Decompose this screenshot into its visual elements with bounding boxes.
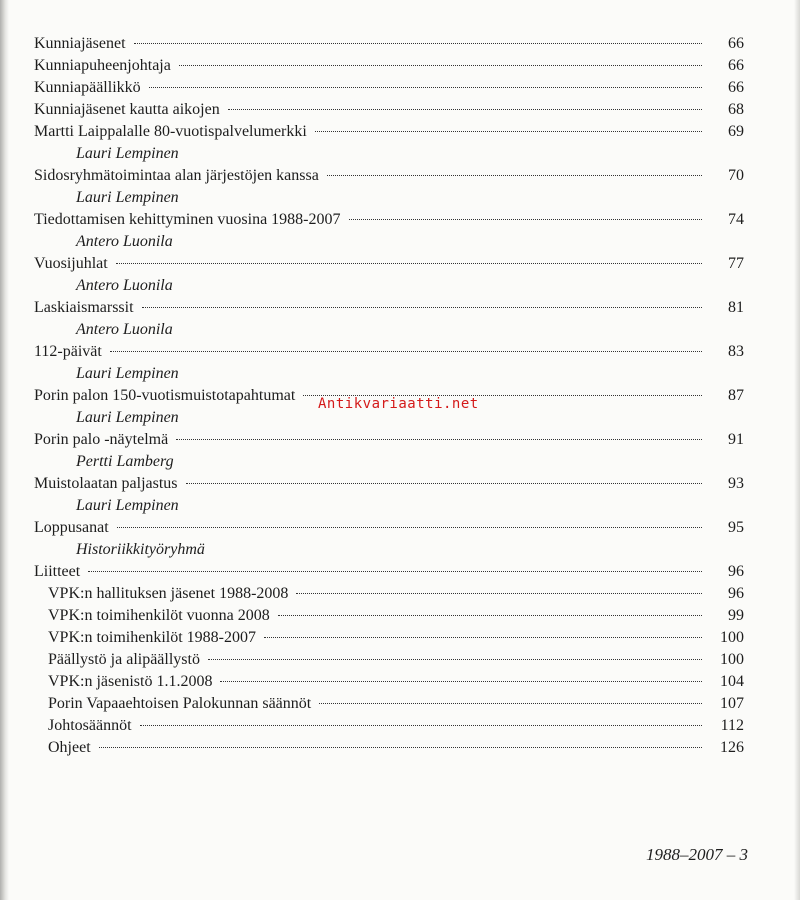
- toc-entry-title: VPK:n hallituksen jäsenet 1988-2008: [48, 585, 289, 602]
- toc-entry-title: Porin Vapaaehtoisen Palokunnan säännöt: [48, 695, 312, 712]
- toc-page-number: 107: [720, 695, 744, 712]
- toc-entry-title: Päällystö ja alipäällystö: [48, 651, 200, 668]
- toc-page-number: 96: [728, 563, 744, 580]
- dot-leader: [208, 659, 702, 660]
- page-edge-shadow: [0, 0, 9, 900]
- toc-page-number: 83: [728, 343, 744, 360]
- toc-entry: [34, 99, 744, 121]
- toc-entry: [34, 561, 744, 583]
- toc-entry-title: VPK:n jäsenistö 1.1.2008: [48, 673, 213, 690]
- toc-entry-title: Muistolaatan paljastus: [34, 475, 178, 492]
- toc-page-number: 68: [728, 101, 744, 118]
- toc-page-number: 66: [728, 79, 744, 96]
- dot-leader: [140, 725, 702, 726]
- toc-page-number: 93: [728, 475, 744, 492]
- toc-entry: [34, 341, 744, 363]
- dot-leader: [186, 483, 702, 484]
- toc-page-number: 74: [728, 211, 744, 228]
- toc-entry-title: Sidosryhmätoimintaa alan järjestöjen kanssa: [34, 167, 319, 184]
- dot-leader: [278, 615, 702, 616]
- dot-leader: [134, 43, 702, 44]
- toc-page-number: 95: [728, 519, 744, 536]
- toc-entry-title: Vuosijuhlat: [34, 255, 108, 272]
- dot-leader: [327, 175, 702, 176]
- toc-author: Lauri Lempinen: [76, 189, 179, 206]
- toc-subentry: [34, 693, 744, 715]
- toc-entry: [34, 55, 744, 77]
- toc-entry: [34, 253, 744, 275]
- toc-entry: [34, 473, 744, 495]
- toc-entry-title: Liitteet: [34, 563, 81, 580]
- toc-entry-title: Tiedottamisen kehittyminen vuosina 1988-2007: [34, 211, 341, 228]
- toc-author: Historiikkityöryhmä: [76, 541, 205, 558]
- toc-entry: [34, 297, 744, 319]
- toc-entry-title: Martti Laippalalle 80-vuotispalvelumerkki: [34, 123, 307, 140]
- toc-author: Antero Luonila: [76, 321, 173, 338]
- toc-author: Lauri Lempinen: [76, 145, 179, 162]
- dot-leader: [264, 637, 702, 638]
- dot-leader: [117, 527, 702, 528]
- toc-entry: [34, 165, 744, 187]
- toc-page-number: 70: [728, 167, 744, 184]
- toc-entry: [34, 429, 744, 451]
- toc-entry-title: Kunniapuheenjohtaja: [34, 57, 171, 74]
- toc-entry: [34, 33, 744, 55]
- toc-page-number: 126: [720, 739, 744, 756]
- dot-leader: [99, 747, 702, 748]
- toc-entry: [34, 121, 744, 143]
- toc-page-number: 112: [720, 717, 744, 734]
- toc-author: Antero Luonila: [76, 233, 173, 250]
- toc-page-number: 81: [728, 299, 744, 316]
- dot-leader: [349, 219, 703, 220]
- dot-leader: [228, 109, 702, 110]
- dot-leader: [110, 351, 702, 352]
- toc-entry: [34, 209, 744, 231]
- toc-entry-title: 112-päivät: [34, 343, 102, 360]
- dot-leader: [315, 131, 702, 132]
- page-footer: 1988–2007 – 3: [646, 845, 748, 864]
- dot-leader: [179, 65, 702, 66]
- toc-author: Pertti Lamberg: [76, 453, 174, 470]
- toc-author: Lauri Lempinen: [76, 409, 179, 426]
- toc-subentry: [34, 737, 744, 759]
- toc-entry-title: VPK:n toimihenkilöt 1988-2007: [48, 629, 256, 646]
- toc-entry-title: VPK:n toimihenkilöt vuonna 2008: [48, 607, 270, 624]
- toc-author: Lauri Lempinen: [76, 365, 179, 382]
- toc-subentry: [34, 649, 744, 671]
- toc-entry-title: Kunniajäsenet: [34, 35, 126, 52]
- dot-leader: [176, 439, 702, 440]
- toc-page-number: 104: [720, 673, 744, 690]
- dot-leader: [220, 681, 702, 682]
- toc-page-number: 100: [720, 651, 744, 668]
- toc-entry-title: Johtosäännöt: [48, 717, 132, 734]
- toc-subentry: [34, 627, 744, 649]
- dot-leader: [296, 593, 702, 594]
- page-edge-right: [794, 0, 800, 900]
- toc-entry: [34, 517, 744, 539]
- dot-leader: [142, 307, 702, 308]
- toc-author: Lauri Lempinen: [76, 497, 179, 514]
- toc-entry: [34, 77, 744, 99]
- watermark: Antikvariaatti.net: [318, 396, 479, 412]
- toc-entry-title: Porin palon 150-vuotismuistotapahtumat: [34, 387, 296, 404]
- toc-entry-title: Loppusanat: [34, 519, 109, 536]
- toc-entry-title: Ohjeet: [48, 739, 91, 756]
- toc-page-number: 96: [728, 585, 744, 602]
- toc-author: Antero Luonila: [76, 277, 173, 294]
- toc-subentry: [34, 583, 744, 605]
- toc-page-number: 66: [728, 35, 744, 52]
- toc-entry-title: Laskiaismarssit: [34, 299, 134, 316]
- toc-subentry: [34, 671, 744, 693]
- dot-leader: [319, 703, 702, 704]
- toc-page-number: 91: [728, 431, 744, 448]
- toc-entry-title: Kunniapäällikkö: [34, 79, 141, 96]
- toc-page-number: 77: [728, 255, 744, 272]
- dot-leader: [88, 571, 702, 572]
- toc-page-number: 66: [728, 57, 744, 74]
- toc-entry-title: Porin palo -näytelmä: [34, 431, 169, 448]
- toc-page-number: 69: [728, 123, 744, 140]
- toc-entry-title: Kunniajäsenet kautta aikojen: [34, 101, 220, 118]
- toc-page-number: 99: [728, 607, 744, 624]
- dot-leader: [116, 263, 702, 264]
- toc-page-number: 100: [720, 629, 744, 646]
- dot-leader: [149, 87, 702, 88]
- toc-subentry: [34, 605, 744, 627]
- toc-subentry: [34, 715, 744, 737]
- toc-page-number: 87: [728, 387, 744, 404]
